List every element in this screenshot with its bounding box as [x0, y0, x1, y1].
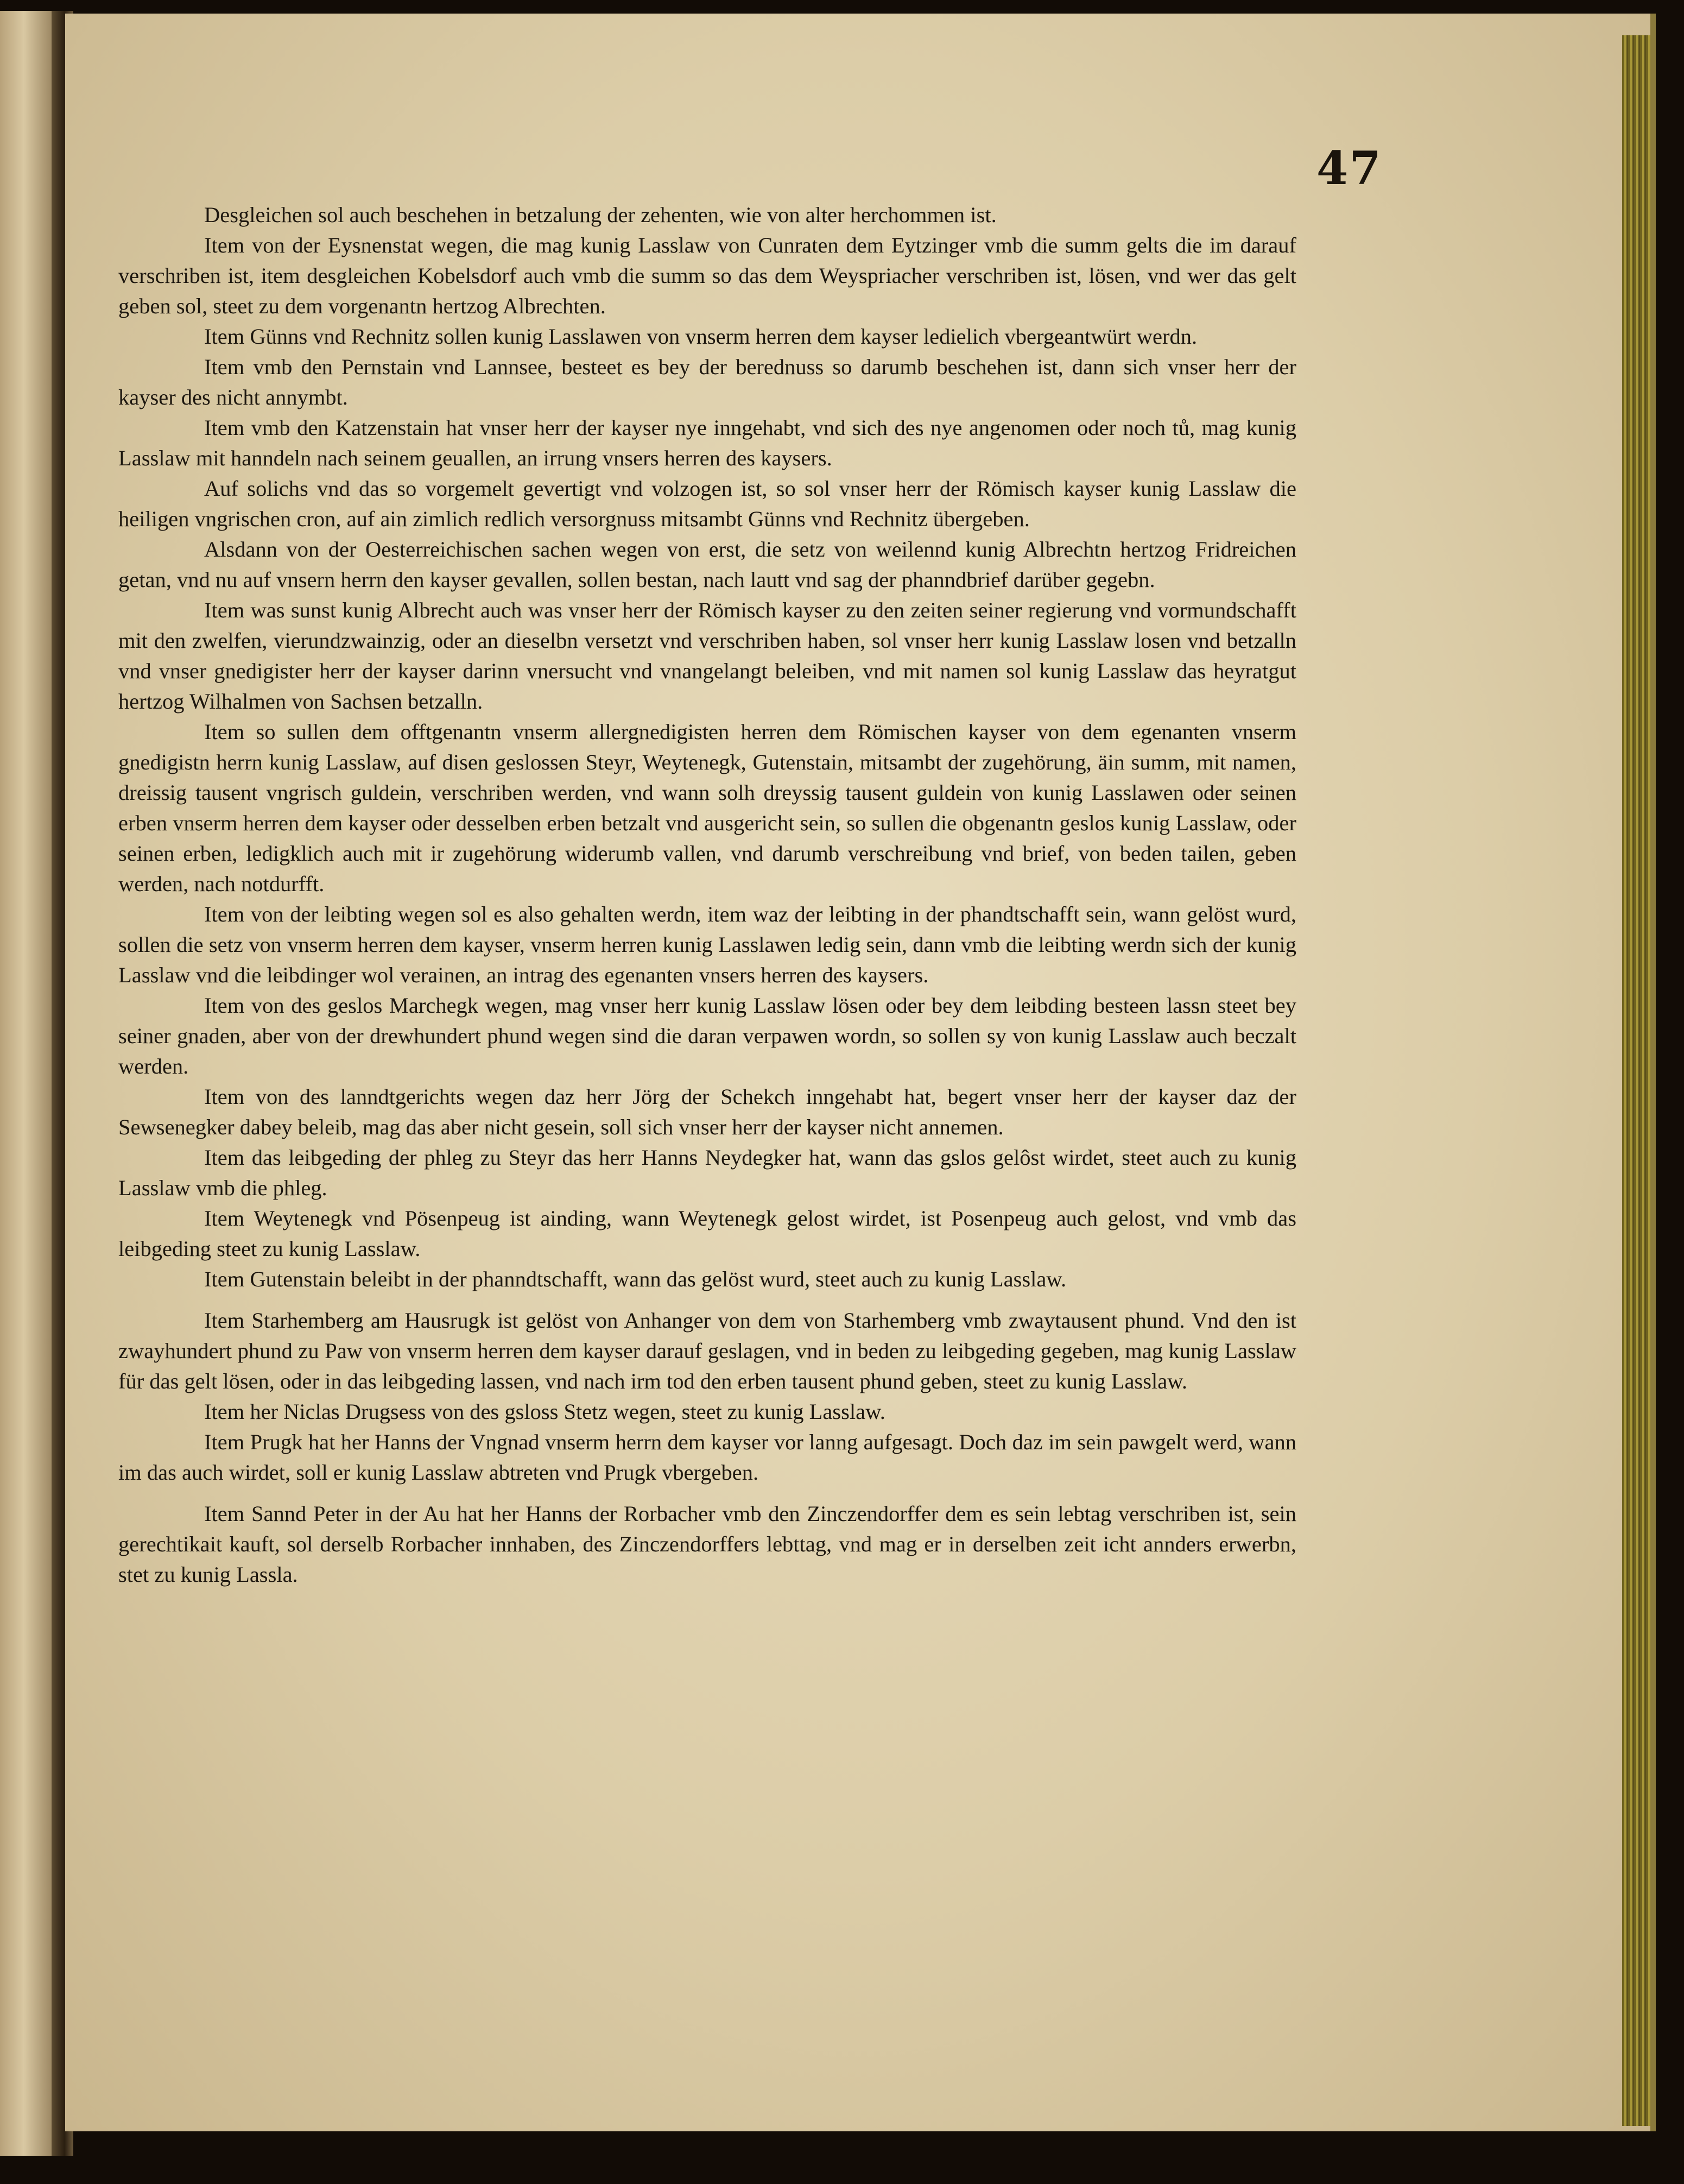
paragraph: Item her Niclas Drugsess von des gsloss Stetz wegen, steet zu kunig Lasslaw. [204, 1399, 885, 1424]
paragraph: Item Prugk hat her Hanns der Vngnad vnserm herrn dem kayser vor lanng aufgesagt. Doch daz im sein pawgelt werd, wann im das auch wirdet, soll er kunig Lasslaw abtreten vnd Prugk vbergeben. [118, 1430, 1296, 1485]
paragraph: Auf solichs vnd das so vorgemelt gevertigt vnd volzogen ist, so sol vnser herr der Römisch kayser kunig Lasslaw die heiligen vngrischen cron, auf ain zimlich redlich versorgnuss mitsambt Günns vnd Rechnitz übergeben. [118, 476, 1296, 531]
paragraph: Item das leibgeding der phleg zu Steyr das herr Hanns Neydegker hat, wann das gslos gelôst wirdet, steet auch zu kunig Lasslaw vmb die phleg. [118, 1145, 1296, 1200]
paragraph: Item von des geslos Marchegk wegen, mag vnser herr kunig Lasslaw lösen oder bey dem leibding besteen lassn steet bey seiner gnaden, aber von der drewhundert phund wegen sind die daran verpawen wordn, so sollen sy von kunig Lasslaw auch beczalt werden. [118, 993, 1296, 1078]
paragraph: Desgleichen sol auch beschehen in betzalung der zehenten, wie von alter herchommen ist. [204, 203, 997, 227]
paragraph: Item was sunst kunig Albrecht auch was vnser herr der Römisch kayser zu den zeiten seiner regierung vnd vormundschafft mit den zwelfen, vierundzwainzig, oder an dieselbn versetzt vnd verschriben haben, sol vnser herr kunig Lasslaw losen vnd betzalln vnd vnser gnedigister herr der kayser darinn vnersucht vnd vnangelangt beleiben, vnd mit namen sol kunig Lasslaw das heyratgut hertzog Wilhalmen von Sachsen betzalln. [118, 598, 1296, 714]
paragraph: Item Günns vnd Rechnitz sollen kunig Lasslawen von vnserm herren dem kayser ledielich vbergeantwürt werdn. [204, 324, 1198, 349]
paragraph: Alsdann von der Oesterreichischen sachen wegen von erst, die setz von weilennd kunig Albrechtn hertzog Fridreichen getan, vnd nu auf vnsern herrn den kayser gevallen, sollen bestan, nach lautt vnd sag der phanndbrief darüber gegebn. [118, 537, 1296, 592]
page-text [118, 200, 1296, 1590]
page-edge-gilt [1622, 35, 1650, 2126]
paragraph: Item von der leibting wegen sol es also gehalten werdn, item waz der leibting in der phandtschafft sein, wann gelöst wurd, sollen die setz von vnserm herren dem kayser, vnserm herren kunig Lasslawen ledig sein, dann vmb die leibting werdn sich der kunig Lasslaw vnd die leibdinger wol verainen, an intrag des egenanten vnsers herren des kaysers. [118, 902, 1296, 987]
paragraph: Item so sullen dem offtgenantn vnserm allergnedigisten herren dem Römischen kayser von dem egenanten vnserm gnedigistn herrn kunig Lasslaw, auf disen geslossen Steyr, Weytenegk, Gutenstain, mitsambt der zugehörung, äin summ, mit namen, dreissig tausent vngrisch guldein, verschriben werden, vnd wann solh dreyssig tausent guldein von kunig Lasslawen oder seinen erben vnserm herren dem kayser oder desselben erben betzalt vnd ausgericht sein, so sullen die obgenantn geslos kunig Lasslaw, oder seinen erben, ledigklich auch mit ir zugehörung widerumb vallen, vnd darumb verschreibung vnd brief, von beden tailen, geben werden, nach notdurfft. [118, 719, 1296, 896]
paragraph: Item Sannd Peter in der Au hat her Hanns der Rorbacher vmb den Zinczendorffer dem es sein lebtag verschriben ist, sein gerechtikait kauft, sol derselb Rorbacher innhaben, des Zinczendorffers lebttag, vnd mag er in derselben zeit icht annders erwerbn, stet zu kunig Lassla. [118, 1501, 1296, 1587]
left-page-edge [0, 11, 60, 2156]
paragraph: Item Starhemberg am Hausrugk ist gelöst von Anhanger von dem von Starhemberg vmb zwaytausent phund. Vnd den ist zwayhundert phund zu Paw von vnserm herren dem kayser darauf geslagen, vnd in beden zu leibgeding gegeben, mag kunig Lasslaw für das gelt lösen, oder in das leibgeding lassen, vnd nach irm tod den erben tausent phund geben, steet zu kunig Lasslaw. [118, 1308, 1296, 1393]
page-number: 47 [1316, 141, 1382, 195]
paragraph: Item vmb den Katzenstain hat vnser herr der kayser nye inngehabt, vnd sich des nye angenomen oder noch tů, mag kunig Lasslaw mit hanndeln nach seinem geuallen, an irrung vnsers herren des kaysers. [118, 415, 1296, 470]
paragraph: Item vmb den Pernstain vnd Lannsee, besteet es bey der berednuss so darumb beschehen ist, dann sich vnser herr der kayser des nicht annymbt. [118, 355, 1296, 409]
paragraph: Item von des lanndtgerichts wegen daz herr Jörg der Schekch inngehabt hat, begert vnser herr der kayser daz der Sewsenegker dabey beleib, mag das aber nicht gesein, soll sich vnser herr der kayser nicht annemen. [118, 1084, 1296, 1139]
paragraph: Item Gutenstain beleibt in der phanndtschafft, wann das gelöst wurd, steet auch zu kunig Lasslaw. [204, 1267, 1067, 1291]
paragraph: Item Weytenegk vnd Pösenpeug ist ainding, wann Weytenegk gelost wirdet, ist Posenpeug auch gelost, vnd vmb das leibgeding steet zu kunig Lasslaw. [118, 1206, 1296, 1261]
paragraph: Item von der Eysnenstat wegen, die mag kunig Lasslaw von Cunraten dem Eytzinger vmb die summ gelts die im darauf verschriben ist, item desgleichen Kobelsdorf auch vmb die summ so das dem Weyspriacher verschriben ist, lösen, vnd wer das gelt geben sol, steet zu dem vorgenantn hertzog Albrechten. [118, 233, 1296, 318]
